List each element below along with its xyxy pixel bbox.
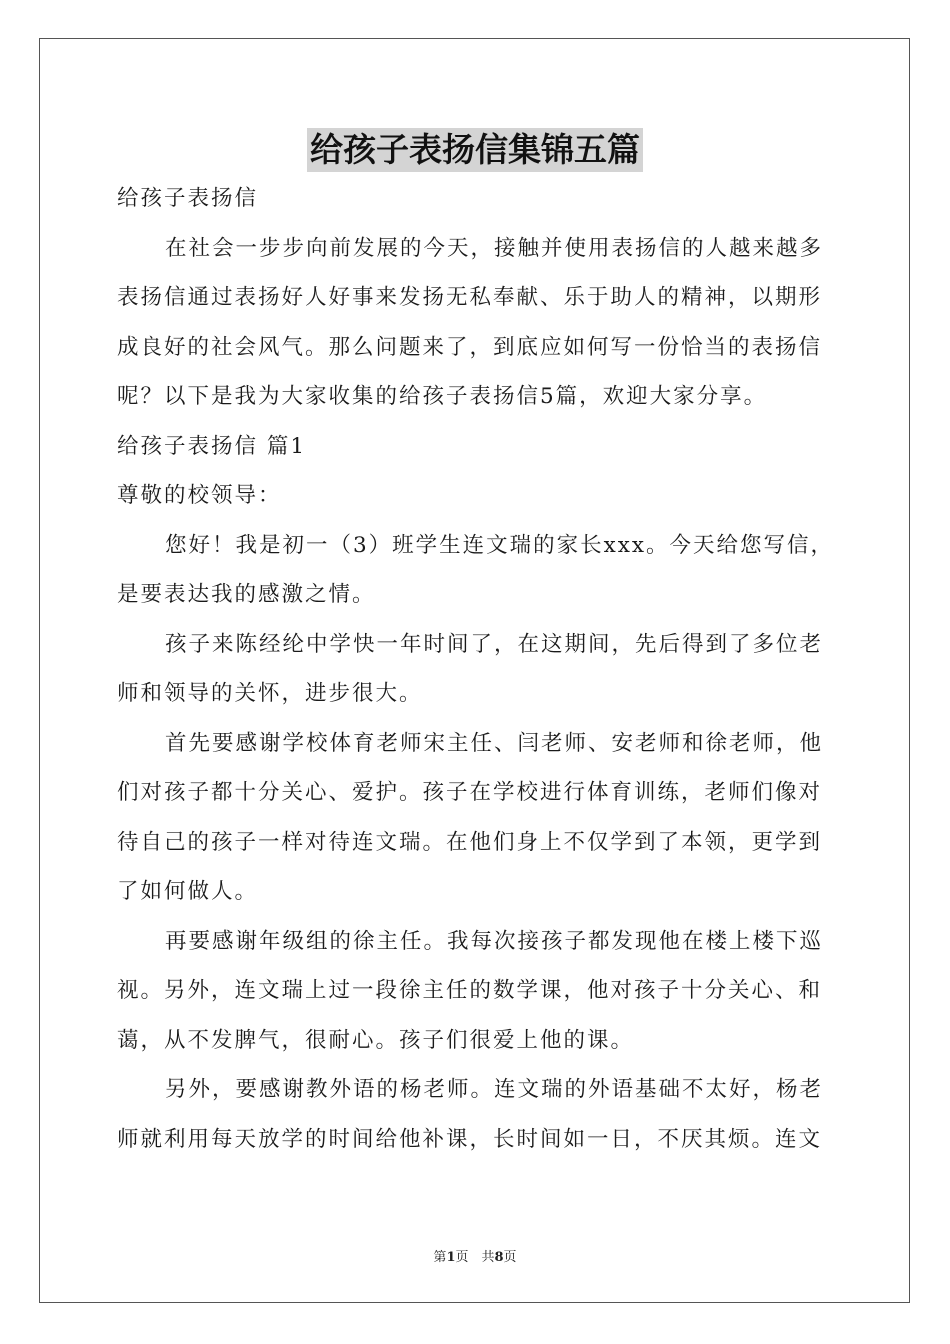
footer-page-current: 1 bbox=[446, 1250, 456, 1265]
title-container bbox=[0, 128, 950, 172]
text-line: 给孩子表扬信 篇1 bbox=[117, 433, 307, 459]
document-title: 给孩子表扬信集锦五篇 bbox=[307, 128, 643, 172]
text-line: 您好！我是初一（3）班学生连文瑞的家长xxx。今天给您写信， bbox=[165, 532, 835, 558]
text-line: 们对孩子都十分关心、爱护。孩子在学校进行体育训练，老师们像对 bbox=[117, 780, 823, 805]
text-line: 蔼，从不发脾气，很耐心。孩子们很爱上他的课。 bbox=[117, 1027, 635, 1053]
footer-page-suffix: 页 bbox=[503, 1250, 517, 1265]
text-line: 视。另外，连文瑞上过一段徐主任的数学课，他对孩子十分关心、和 bbox=[117, 978, 823, 1003]
text-line: 待自己的孩子一样对待连文瑞。在他们身上不仅学到了本领，更学到 bbox=[117, 829, 823, 855]
text-line: 另外，要感谢教外语的杨老师。连文瑞的外语基础不太好，杨老 bbox=[165, 1077, 824, 1102]
text-line: 了如何做人。 bbox=[117, 879, 259, 904]
page-footer bbox=[0, 1246, 950, 1265]
document-body bbox=[117, 174, 837, 1164]
footer-page-prefix: 第 bbox=[433, 1250, 447, 1265]
footer-page-mid: 页 共 bbox=[455, 1250, 495, 1265]
footer-page-total: 8 bbox=[494, 1250, 504, 1265]
text-line: 首先要感谢学校体育老师宋主任、闫老师、安老师和徐老师，他 bbox=[165, 730, 824, 756]
text-line: 再要感谢年级组的徐主任。我每次接孩子都发现他在楼上楼下巡 bbox=[165, 928, 824, 954]
text-line: 成良好的社会风气。那么问题来了，到底应如何写一份恰当的表扬信 bbox=[117, 334, 823, 360]
text-line: 呢？以下是我为大家收集的给孩子表扬信5篇，欢迎大家分享。 bbox=[117, 384, 768, 409]
text-line: 表扬信通过表扬好人好事来发扬无私奉献、乐于助人的精神，以期形 bbox=[117, 285, 823, 310]
text-line: 是要表达我的感激之情。 bbox=[117, 582, 376, 607]
text-line: 尊敬的校领导： bbox=[117, 483, 282, 508]
text-line: 师就利用每天放学的时间给他补课，长时间如一日，不厌其烦。连文 bbox=[117, 1126, 823, 1152]
text-line: 师和领导的关怀，进步很大。 bbox=[117, 681, 423, 706]
text-line: 孩子来陈经纶中学快一年时间了，在这期间，先后得到了多位老 bbox=[165, 631, 824, 657]
text-line: 在社会一步步向前发展的今天，接触并使用表扬信的人越来越多 bbox=[165, 235, 824, 261]
text-line: 给孩子表扬信 bbox=[117, 186, 259, 211]
